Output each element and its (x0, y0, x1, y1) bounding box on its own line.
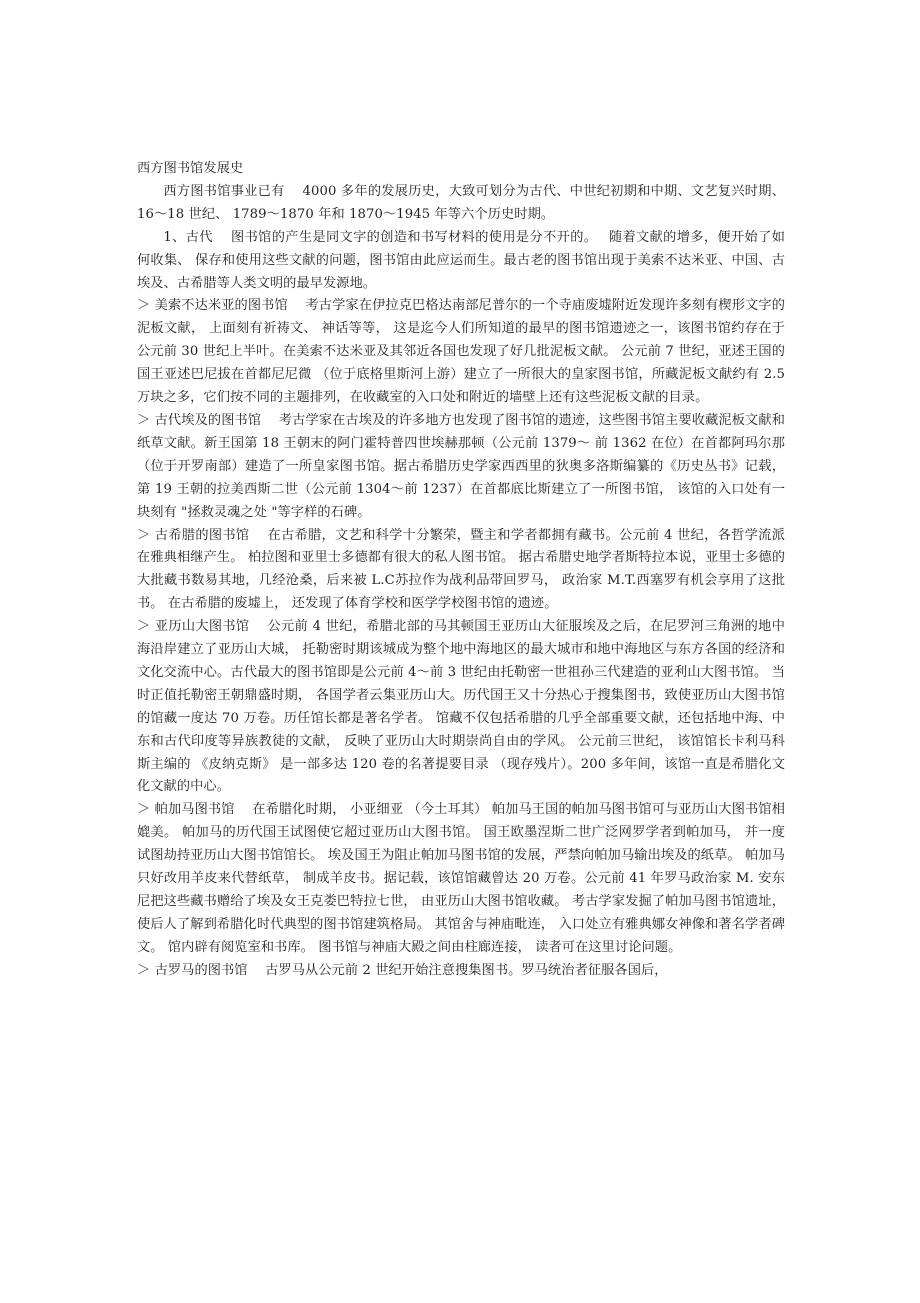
paragraph-ancient-rome-library: ＞ 古罗马的图书馆 古罗马从公元前 2 世纪开始注意搜集图书。罗马统治者征服各国后， (137, 962, 668, 978)
document-text-body (137, 158, 785, 983)
paragraph-ancient-greece-library: ＞ 古希腊的图书馆 在古希腊，文艺和科学十分繁荣，暨主和学者都拥有藏书。公元前 4 世纪，各哲学流派在雅典相继产生。 柏拉图和亚里士多德都有很大的私人图书馆。 据古希腊史地学者斯特拉本说，亚里士多德的大批藏书数易其地，几经沧桑，后来被 L.C苏拉作为战利品带回罗马， 政治家 M.T.西塞罗有机会享用了这批书。 在古希腊的废墟上， 还发现了体育学校和医学学校图书馆的遗迹。 (137, 527, 785, 612)
paragraph-alexandria-library: ＞ 亚历山大图书馆 公元前 4 世纪，希腊北部的马其顿国王亚历山大征服埃及之后，在尼罗河三角洲的地中海沿岸建立了亚历山大城， 托勒密时期该城成为整个地中海地区的最大城市和地中海地区与东方各国的经济和文化交流中心。古代最大的图书馆即是公元前 4～前 3 世纪由托勒密一世祖孙三代建造的亚利山大图书馆。 当时正值托勒密王朝鼎盛时期， 各国学者云集亚历山大。历代国王又十分热心于搜集图书，致使亚历山大图书馆的馆藏一度达 70 万卷。历任馆长都是著名学者。 馆藏不仅包括希腊的几乎全部重要文献，还包括地中海、中东和古代印度等异族教徒的文献， 反映了亚历山大时期崇尚自由的学风。 公元前三世纪， 该馆馆长卡利马科斯主编的 《皮纳克斯》 是一部多达 120 卷的名著提要目录 （现存残片）。200 多年间，该馆一直是希腊化文化文献的中心。 (137, 619, 785, 795)
paragraph-intro: 西方图书馆事业已有 4000 多年的发展历史，大致可划分为古代、中世纪初期和中期、文艺复兴时期、 16～18 世纪、 1789～1870 年和 1870～1945 年等六个历史时期。 (137, 183, 785, 222)
paragraph-mesopotamia-library: ＞ 美索不达米亚的图书馆 考古学家在伊拉克巴格达南部尼普尔的一个寺庙废墟附近发现许多刻有楔形文字的泥板文献， 上面刻有祈祷文、 神话等等， 这是迄今人们所知道的最早的图书馆遗迹之一，该图书馆约存在于公元前 30 世纪上半叶。在美索不达米亚及其邻近各国也发现了好几批泥板文献。 公元前 7 世纪，亚述王国的国王亚述巴尼拔在首都尼尼微 （位于底格里斯河上游）建立了一所很大的皇家图书馆，所藏泥板文献约有 2.5 万块之多，它们按不同的主题排列，在收藏室的入口处和附近的墙壁上还有这些泥板文献的目录。 (137, 298, 785, 406)
document-title: 西方图书馆发展史 (137, 161, 244, 176)
paragraph-ancient-era: 1、古代 图书馆的产生是同文字的创造和书写材料的使用是分不开的。 随着文献的增多，便开始了如何收集、 保存和使用这些文献的问题，图书馆由此应运而生。最古老的图书馆出现于美索不达米亚、中国、古埃及、古希腊等人类文明的最早发源地。 (137, 229, 785, 291)
paragraph-ancient-egypt-library: ＞ 古代埃及的图书馆 考古学家在古埃及的许多地方也发现了图书馆的遗迹，这些图书馆主要收藏泥板文献和纸草文献。新王国第 18 王朝末的阿门霍特普四世埃赫那顿（公元前 1379～ 前 1362 在位）在首都阿玛尔那（位于开罗南部）建造了一所皇家图书馆。据古希腊历史学家西西里的狄奥多洛斯编纂的《历史丛书》记载，第 19 王朝的拉美西斯二世（公元前 1304～前 1237）在首都底比斯建立了一所图书馆， 该馆的入口处有一块刻有 "拯救灵魂之处 "等字样的石碑。 (137, 412, 785, 520)
paragraph-pergamum-library: ＞ 帕加马图书馆 在希腊化时期， 小亚细亚 （今土耳其） 帕加马王国的帕加马图书馆可与亚历山大图书馆相媲美。 帕加马的历代国王试图使它超过亚历山大图书馆。 国王欧墨涅斯二世广泛网罗学者到帕加马， 并一度试图劫持亚历山大图书馆馆长。 埃及国王为阻止帕加马图书馆的发展，严禁向帕加马输出埃及的纸草。 帕加马只好改用羊皮来代替纸草， 制成羊皮书。据记载，该馆馆藏曾达 20 万卷。公元前 41 年罗马政治家 M. 安东尼把这些藏书赠给了埃及女王克娄巴特拉七世， 由亚历山大图书馆收藏。 考古学家发掘了帕加马图书馆遗址， 使后人了解到希腊化时代典型的图书馆建筑格局。 其馆舍与神庙毗连， 入口处立有雅典娜女神像和著名学者碑文。 馆内辟有阅览室和书库。 图书馆与神庙大殿之间由柱廊连接， 读者可在这里讨论问题。 (137, 802, 785, 955)
